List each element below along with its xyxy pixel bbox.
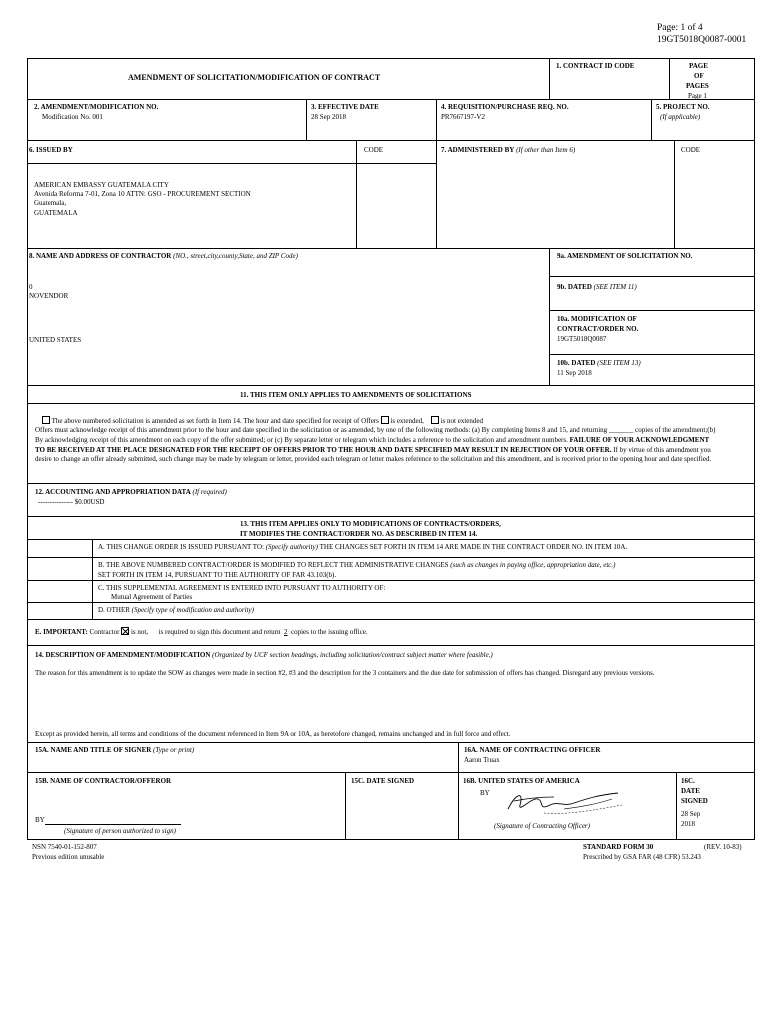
description-label: 14. DESCRIPTION OF AMENDMENT/MODIFICATION (Organized by UCF section headings, including solicitation/contract subject matter where feasible.) [35,651,493,659]
pages-label: PAGES [686,82,709,90]
form-revision: (REV. 10-83) [704,843,742,851]
item-13c-authority: Mutual Agreement of Parties [111,593,193,601]
date-signed-16c-label-2: DATE [681,787,700,795]
officer-by-label: BY [480,789,490,797]
of-label: OF [694,72,704,80]
item-13-heading-2: IT MODIFIES THE CONTRACT/ORDER NO. AS DESCRIBED IN ITEM 14. [240,530,478,538]
issued-by-label: 6. ISSUED BY [29,146,73,154]
form-title: AMENDMENT OF SOLICITATION/MODIFICATION OF CONTRACT [128,73,381,82]
description-footer: Except as provided herein, all terms and conditions of the document referenced in Item 9A or 10A, as heretofore changed, remains unchanged and in full force and effect. [35,730,511,738]
solicitation-no-label: 9a. AMENDMENT OF SOLICITATION NO. [557,252,693,260]
requisition-label: 4. REQUISITION/PURCHASE REQ. NO. [441,103,569,111]
dated-10b-value: 11 Sep 2018 [557,369,592,377]
project-no-note: (If applicable) [660,113,701,121]
administered-by-label: 7. ADMINISTERED BY (If other than Item 6) [441,146,576,154]
contractor-country: UNITED STATES [29,336,82,344]
item-13c: C. THIS SUPPLEMENTAL AGREEMENT IS ENTERED INTO PURSUANT TO AUTHORITY OF: [98,584,386,592]
pages-value: Page 1 [688,92,707,100]
date-signed-16c-label-1: 16C. [681,777,695,785]
administered-by-code-label: CODE [681,146,701,154]
item-13b-line-2: SET FORTH IN ITEM 14, PURSUANT TO THE AUTHORITY OF FAR 43.103(b). [98,571,337,579]
issuer-line-2: Avenida Reforma 7-01, Zona 10 ATTN: GSO - PROCUREMENT SECTION [34,190,251,198]
effective-date-label: 3. EFFECTIVE DATE [311,103,379,111]
item-11-heading: 11. THIS ITEM ONLY APPLIES TO AMENDMENTS OF SOLICITATIONS [240,391,472,399]
officer-signature-note: (Signature of Contracting Officer) [494,822,590,830]
contractor-name: NOVENDOR [29,292,69,300]
contracting-officer-name: Aaron Truax [464,756,500,764]
contractor-signature-note: (Signature of person authorized to sign) [64,827,176,835]
item-13a: A. THIS CHANGE ORDER IS ISSUED PURSUANT TO: (Specify authority) THE CHANGES SET FORTH IN ITEM 14 ARE MADE IN THE CONTRACT ORDER NO. IN ITEM 10A. [98,543,628,551]
requisition-value: PR7667197-V2 [441,113,485,121]
contracting-officer-label: 16A. NAME OF CONTRACTING OFFICER [464,746,601,754]
issuer-line-3: Guatemala, [34,199,67,207]
dated-10b-label: 10b. DATED (SEE ITEM 13) [557,359,641,367]
date-signed-16c-label-3: SIGNED [681,797,708,805]
date-signed-16c-value-1: 28 Sep [681,810,701,818]
not-extended-checkbox[interactable] [431,416,439,424]
document-id: 19GT5018Q0087-0001 [657,35,747,45]
issuer-line-1: AMERICAN EMBASSY GUATEMALA CITY [34,181,169,189]
standard-form-label: STANDARD FORM 30 [583,843,654,851]
date-signed-16c-value-2: 2018 [681,820,695,828]
page-label: PAGE [689,62,708,70]
date-signed-15c-label: 15C. DATE SIGNED [351,777,415,785]
item-13b: B. THE ABOVE NUMBERED CONTRACT/ORDER IS MODIFIED TO REFLECT THE ADMINISTRATIVE CHANGES (such as changes in paying office, appropriation date, etc.) [98,561,616,569]
officer-signature [494,785,628,819]
page-number: Page: 1 of 4 [657,23,703,33]
item-11-first-line: The above numbered solicitation is amended as set forth in Item 14. The hour and date specified for receipt of Offers is extended, is not extended [42,416,483,426]
accounting-value: --------------- $0.00USD [38,498,105,506]
prescribed-by-text: Prescribed by GSA FAR (48 CFR) 53.243 [583,853,701,861]
extended-checkbox[interactable] [381,416,389,424]
item-13-heading-1: 13. THIS ITEM APPLIES ONLY TO MODIFICATIONS OF CONTRACTS/ORDERS, [240,520,501,528]
accounting-label: 12. ACCOUNTING AND APPROPRIATION DATA (If required) [35,488,227,496]
item-11-body: Offers must acknowledge receipt of this amendment prior to the hour and date specified in the solicitation or as amended, by one of the following methods: (a) By completing Items 8 and 15, and returning _______ copies of the amendment;(b) By acknowledging receipt of this amendment on each copy of the offer submitted; or (c) By separate letter or telegram which includes a reference to the solicitation and amendment numbers. FAILURE OF YOUR ACKNOWLEDGMENT TO BE RECEIVED AT THE PLACE DESIGNATED FOR THE RECEIPT OF OFFERS PRIOR TO THE HOUR AND DATE SPECIFIED MAY RESULT IN REJECTION OF YOUR OFFER. If by virtue of this amendment you desire to change an offer already submitted, such change may be made by telegram or letter, provided each telegram or letter makes reference to the solicitation and this amendment, and is received prior to the opening hour and date specified. [35,426,716,464]
contract-id-code-label: 1. CONTRACT ID CODE [556,62,635,70]
contractor-label: 8. NAME AND ADDRESS OF CONTRACTOR (NO., street,city,county,State, and ZIP Code) [29,252,298,260]
usa-label: 16B. UNITED STATES OF AMERICA [463,777,580,785]
modification-no-label-2: CONTRACT/ORDER NO. [557,325,639,333]
important-line: E. IMPORTANT: Contractor is not, is required to sign this document and return 2 copies to the issuing office. [35,628,368,636]
previous-edition-text: Previous edition unusable [32,853,105,861]
modification-no-label-1: 10a. MODIFICATION OF [557,315,637,323]
effective-date-value: 28 Sep 2018 [311,113,346,121]
contractor-line-1: 0 [29,283,33,291]
amendment-no-label: 2. AMENDMENT/MODIFICATION NO. [34,103,159,111]
project-no-label: 5. PROJECT NO. [656,103,710,111]
item-13d: D. OTHER (Specify type of modification and authority) [98,606,254,614]
copies-count: 2 [284,628,288,636]
amendment-no-value: Modification No. 001 [42,113,103,121]
signer-name-label: 15A. NAME AND TITLE OF SIGNER (Type or print) [35,746,195,754]
issued-by-code-label: CODE [364,146,384,154]
issuer-line-4: GUATEMALA [34,209,78,217]
dated-9b-label: 9b. DATED (SEE ITEM 11) [557,283,637,291]
nsn-text: NSN 7540-01-152-807 [32,843,97,851]
offers-amended-checkbox[interactable] [42,416,50,424]
modification-no-value: 19GT5018Q0087 [557,335,607,343]
contractor-by-label: BY [35,816,45,824]
is-not-checkbox[interactable] [121,627,129,635]
contractor-offeror-label: 15B. NAME OF CONTRACTOR/OFFEROR [35,777,172,785]
description-body: The reason for this amendment is to update the SOW as changes were made in section #2, #3 and the description for the 3 containers and the due date for submission of offers has changed. Disregard any previous versions. [35,669,655,677]
